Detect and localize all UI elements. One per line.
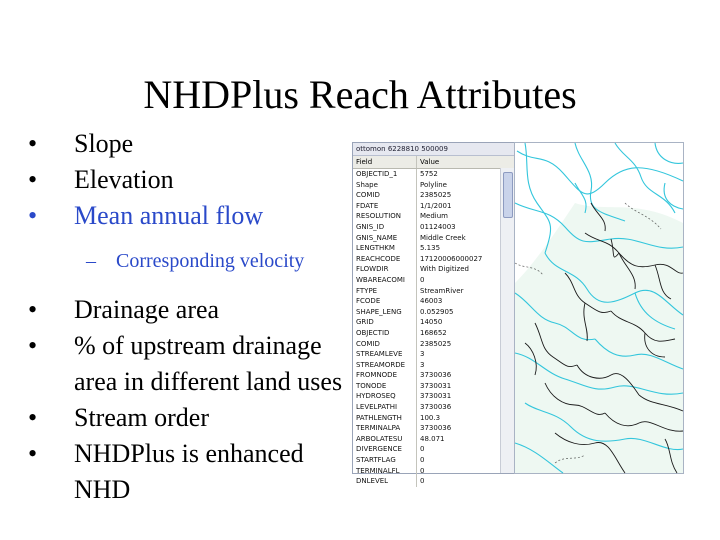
attribute-row[interactable] (353, 370, 515, 381)
attribute-row[interactable] (353, 264, 515, 275)
attribute-row[interactable] (353, 222, 515, 233)
attribute-field-value: 0 (420, 456, 425, 465)
attribute-scrollbar[interactable] (500, 168, 515, 473)
attribute-field-name: PATHLENGTH (353, 413, 417, 424)
attribute-row[interactable] (353, 169, 515, 180)
field-column-header[interactable]: Field (353, 156, 417, 168)
attribute-field-name: FROMNODE (353, 370, 417, 381)
attribute-field-name: DNLEVEL (353, 476, 417, 487)
attribute-field-value: Middle Creek (420, 233, 466, 242)
attribute-field-name: GRID (353, 317, 417, 328)
attribute-field-value: 5.135 (420, 244, 441, 253)
attribute-field-value: 14050 (420, 318, 443, 327)
attribute-field-value: 3730036 (420, 403, 452, 412)
attribute-table-body (353, 169, 515, 487)
attribute-field-name: LEVELPATHI (353, 402, 417, 413)
bullet-upstream-land-use: • % of upstream drainage area in different land uses (28, 328, 348, 400)
attribute-field-value: Medium (420, 212, 448, 221)
attribute-field-value: 2385025 (420, 339, 452, 348)
attribute-field-value: 0 (420, 445, 425, 454)
attribute-row[interactable] (353, 444, 515, 455)
attribute-window-title: ottomon 6228810 500009 (353, 143, 515, 156)
attribute-field-name: ARBOLATESU (353, 434, 417, 445)
attribute-row[interactable] (353, 423, 515, 434)
attribute-field-name: Shape (353, 180, 417, 191)
attribute-field-name: SHAPE_LENG (353, 307, 417, 318)
attribute-field-value: 3730036 (420, 424, 452, 433)
attribute-field-value: Polyline (420, 180, 447, 189)
attribute-field-value: 01124003 (420, 222, 456, 231)
attribute-field-name: STARTFLAG (353, 455, 417, 466)
attribute-field-name: DIVERGENCE (353, 444, 417, 455)
attribute-field-name: FLOWDIR (353, 264, 417, 275)
attribute-table-header (353, 156, 515, 169)
bullet-mean-annual-flow: • Mean annual flow (28, 198, 348, 234)
bullet-marker: – (86, 250, 96, 272)
attribute-row[interactable] (353, 402, 515, 413)
bullet-marker: • (28, 201, 38, 230)
attribute-field-name: TONODE (353, 381, 417, 392)
attribute-field-value: 0 (420, 466, 425, 475)
bullet-list (28, 126, 348, 508)
attribute-field-value: 3730036 (420, 371, 452, 380)
attribute-row[interactable] (353, 211, 515, 222)
attribute-row[interactable] (353, 476, 515, 487)
attribute-field-name: REACHCODE (353, 254, 417, 265)
attribute-row[interactable] (353, 307, 515, 318)
attribute-field-name: OBJECTID_1 (353, 169, 417, 180)
attribute-row[interactable] (353, 254, 515, 265)
attribute-field-name: COMID (353, 190, 417, 201)
attribute-field-name: FTYPE (353, 286, 417, 297)
attribute-row[interactable] (353, 466, 515, 477)
attribute-field-name: HYDROSEQ (353, 391, 417, 402)
attribute-row[interactable] (353, 243, 515, 254)
attribute-row[interactable] (353, 413, 515, 424)
attribute-field-value: 1/1/2001 (420, 201, 452, 210)
attribute-field-name: STREAMORDE (353, 360, 417, 371)
attribute-field-value: 100.3 (420, 413, 441, 422)
bullet-marker: • (28, 403, 38, 432)
scrollbar-thumb[interactable] (503, 172, 513, 218)
bullet-drainage-area: • Drainage area (28, 292, 348, 328)
bullet-stream-order: • Stream order (28, 400, 348, 436)
attribute-field-name: TERMINALFL (353, 466, 417, 477)
attribute-field-value: 0 (420, 477, 425, 486)
attribute-field-name: COMID (353, 339, 417, 350)
attribute-field-value: 46003 (420, 297, 443, 306)
attribute-field-name: WBAREACOMI (353, 275, 417, 286)
attribute-field-value: 5752 (420, 170, 438, 178)
attribute-row[interactable] (353, 391, 515, 402)
attribute-field-value: StreamRiver (420, 286, 464, 295)
attribute-row[interactable] (353, 286, 515, 297)
bullet-marker: • (28, 129, 38, 158)
attribute-row[interactable] (353, 349, 515, 360)
attribute-row[interactable] (353, 180, 515, 191)
attribute-row[interactable] (353, 360, 515, 371)
bullet-marker: • (28, 331, 38, 360)
attribute-row[interactable] (353, 317, 515, 328)
attribute-field-name: TERMINALPA (353, 423, 417, 434)
attribute-row[interactable] (353, 275, 515, 286)
attribute-field-value: 17120006000027 (420, 254, 483, 263)
attribute-row[interactable] (353, 434, 515, 445)
attribute-field-name: GNIS_ID (353, 222, 417, 233)
attribute-row[interactable] (353, 296, 515, 307)
attribute-field-value: 3730031 (420, 392, 452, 401)
sub-bullet-velocity: – Corresponding velocity (86, 250, 305, 272)
bullet-nhdplus-enhanced: • NHDPlus is enhanced NHD (28, 436, 348, 508)
attribute-field-value: 3 (420, 360, 425, 369)
attribute-row[interactable] (353, 201, 515, 212)
attribute-field-value: 0.052905 (420, 307, 454, 316)
attribute-row[interactable] (353, 190, 515, 201)
attribute-field-value: 0 (420, 275, 425, 284)
bullet-marker: • (28, 295, 38, 324)
attribute-field-name: RESOLUTION (353, 211, 417, 222)
attribute-field-name: GNIS_NAME (353, 233, 417, 244)
attribute-field-value: 168652 (420, 328, 447, 337)
attribute-row[interactable] (353, 381, 515, 392)
attribute-row[interactable] (353, 339, 515, 350)
bullet-elevation: • Elevation (28, 162, 348, 198)
attribute-row[interactable] (353, 328, 515, 339)
attribute-field-name: STREAMLEVE (353, 349, 417, 360)
bullet-marker: • (28, 439, 38, 468)
attribute-table-window (352, 142, 516, 486)
attribute-field-value: 3730031 (420, 381, 452, 390)
bullet-slope: • Slope (28, 126, 348, 162)
stream-network-map[interactable] (514, 142, 684, 474)
attribute-field-name: LENGTHKM (353, 243, 417, 254)
attribute-row[interactable] (353, 455, 515, 466)
slide-title: NHDPlus Reach Attributes (143, 72, 577, 117)
attribute-field-value: 3 (420, 350, 425, 359)
attribute-field-name: FCODE (353, 296, 417, 307)
attribute-row[interactable] (353, 233, 515, 244)
bullet-marker: • (28, 165, 38, 194)
attribute-field-name: FDATE (353, 201, 417, 212)
map-drawing (515, 143, 683, 473)
attribute-field-value: 2385025 (420, 191, 452, 200)
value-column-header[interactable]: Value (420, 158, 440, 166)
attribute-field-name: OBJECTID (353, 328, 417, 339)
attribute-field-value: 48.071 (420, 434, 445, 443)
attribute-field-value: With Digitized (420, 265, 469, 274)
